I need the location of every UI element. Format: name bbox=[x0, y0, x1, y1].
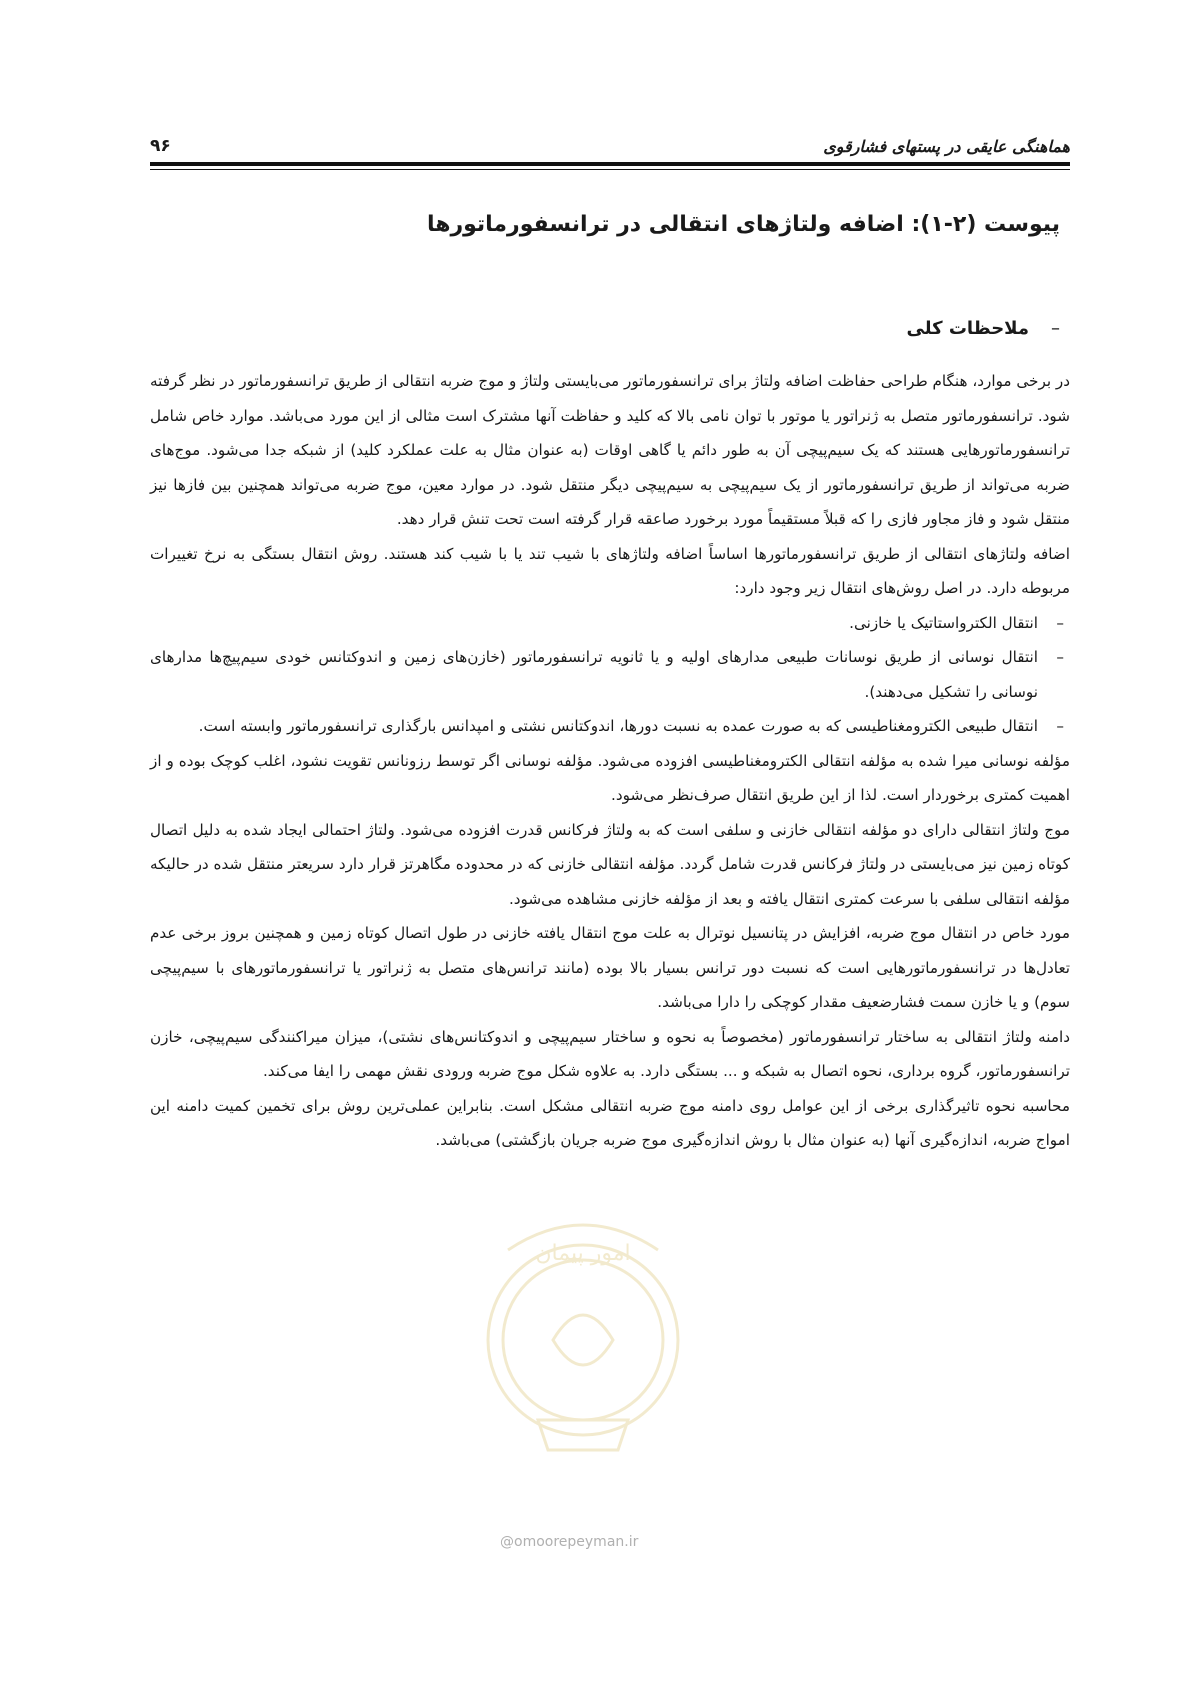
paragraph: دامنه ولتاژ انتقالی به ساختار ترانسفورماتور (مخصوصاً به نحوه و ساختار سیم‌پیچی و اندوکتانس‌های نشتی)، میزان میراکنندگی سیم‌پیچی، خازن ترانسفورماتور، گروه برداری، نحوه اتصال به شبکه و ... بستگی دارد. به علاوه شکل موج ضربه ورودی نقش مهمی را ایفا می‌کند. bbox=[150, 1027, 1070, 1080]
watermark-url: @omoorepeyman.ir bbox=[500, 1534, 639, 1550]
bullet-dash: – bbox=[1056, 648, 1064, 666]
appendix-heading: پیوست (۲-۱): اضافه ولتاژهای انتقالی در ترانسفورماتورها bbox=[426, 212, 1060, 237]
bullet-dash: – bbox=[1056, 717, 1064, 735]
section-dash: – bbox=[1051, 318, 1060, 339]
list-item bbox=[150, 640, 1070, 709]
paragraph: مورد خاص در انتقال موج ضربه، افزایش در پتانسیل نوترال به علت موج انتقال یافته خازنی در طول اتصال کوتاه زمین و همچنین بروز برخی عدم تعادل‌ها در ترانسفورماتورهایی است که نسبت دور ترانس بسیار بالا بوده (مانند ترانس‌های متصل به ژنراتور یا ترانسفورماتورهای با سیم‌پیچی سوم) و یا خازن سمت فشارضعیف مقدار کوچکی را دارا می‌باشد. bbox=[150, 924, 1070, 1011]
header-rule bbox=[150, 162, 1070, 166]
list-item bbox=[150, 606, 1070, 641]
list-item-text: انتقال طبیعی الکترومغناطیسی که به صورت عمده به نسبت دورها، اندوکتانس نشتی و امپدانس بارگذاری ترانسفورماتور وابسته است. bbox=[198, 717, 1038, 735]
paragraph: موج ولتاژ انتقالی دارای دو مؤلفه انتقالی خازنی و سلفی است که به ولتاژ فرکانس قدرت افزوده می‌شود. ولتاژ احتمالی ایجاد شده به دلیل اتصال کوتاه زمین نیز می‌بایستی در ولتاژ فرکانس قدرت شامل گردد. مؤلفه انتقالی خازنی که در محدوده مگاهرتز قرار دارد سریعتر منتقل شده در حالیکه مؤلفه انتقالی سلفی با سرعت کمتری انتقال یافته و بعد از مؤلفه خازنی مشاهده می‌شود. bbox=[150, 820, 1070, 908]
paragraph: اضافه ولتاژهای انتقالی از طریق ترانسفورماتورها اساساً اضافه ولتاژهای با شیب تند یا با شیب کند هستند. روش انتقال بستگی به نرخ تغییرات مربوطه دارد. در اصل روش‌های انتقال زیر وجود دارد: bbox=[150, 544, 1070, 597]
paragraph: محاسبه نحوه تاثیرگذاری برخی از این عوامل روی دامنه موج ضربه انتقالی مشکل است. بنابراین عملی‌ترین روش برای تخمین کمیت دامنه این امواج ضربه، اندازه‌گیری آنها (به عنوان مثال با روش اندازه‌گیری موج ضربه جریان بازگشتی) می‌باشد. bbox=[150, 1096, 1070, 1149]
svg-text:امور پیمان: امور پیمان bbox=[535, 1241, 631, 1266]
bullet-dash: – bbox=[1056, 613, 1064, 632]
header-rule-thin bbox=[150, 169, 1070, 170]
list-item-text: انتقال الکترواستاتیک یا خازنی. bbox=[849, 613, 1038, 632]
document-page bbox=[150, 0, 1070, 1684]
paragraph: مؤلفه نوسانی میرا شده به مؤلفه انتقالی الکترومغناطیسی افزوده می‌شود. مؤلفه نوسانی اگر توسط رزونانس تقویت نشود، اغلب کوچک بوده و از اهمیت کمتری برخوردار است. لذا از این طریق انتقال صرف‌نظر می‌شود. bbox=[150, 751, 1070, 804]
book-title: هماهنگی عایقی در پستهای فشارقوی bbox=[823, 137, 1070, 156]
page-number: ۹۶ bbox=[150, 136, 171, 156]
running-header bbox=[150, 126, 1070, 156]
list-item bbox=[150, 709, 1070, 744]
section-heading bbox=[907, 318, 1060, 339]
section-title: ملاحظات کلی bbox=[906, 318, 1029, 339]
paragraph: در برخی موارد، هنگام طراحی حفاظت اضافه ولتاژ برای ترانسفورماتور می‌بایستی ولتاژ و موج ضربه انتقالی از طریق ترانسفورماتور در نظر گرفته شود. ترانسفورماتور متصل به ژنراتور یا موتور با توان نامی بالا که کلید و حفاظت آنها مشترک است مثالی از این مورد می‌باشد. موارد خاص شامل ترانسفورماتورهایی هستند که یک سیم‌پیچی آن به طور دائم یا گاهی اوقات (به عنوان مثال به علت عملکرد کلید) از شبکه جدا می‌شود. موج‌های ضربه می‌تواند از طریق ترانسفورماتور از یک سیم‌پیچی به سیم‌پیچی دیگر منتقل شود. در موارد معین، موج ضربه می‌تواند همچنین بین فازها نیز منتقل شود و فاز مجاور فازی را که قبلاً مستقیماً مورد برخورد صاعقه قرار گرفته است تحت تنش قرار دهد. bbox=[150, 372, 1070, 528]
list-item-text: انتقال نوسانی از طریق نوسانات طبیعی مدارهای اولیه و یا ثانویه ترانسفورماتور (خازن‌های زمین و اندوکتانس خودی سیم‌پیچ‌ها مدارهای نوسانی را تشکیل می‌دهند). bbox=[150, 648, 1038, 701]
transfer-methods-list bbox=[150, 606, 1070, 744]
body-text bbox=[150, 364, 1070, 1158]
